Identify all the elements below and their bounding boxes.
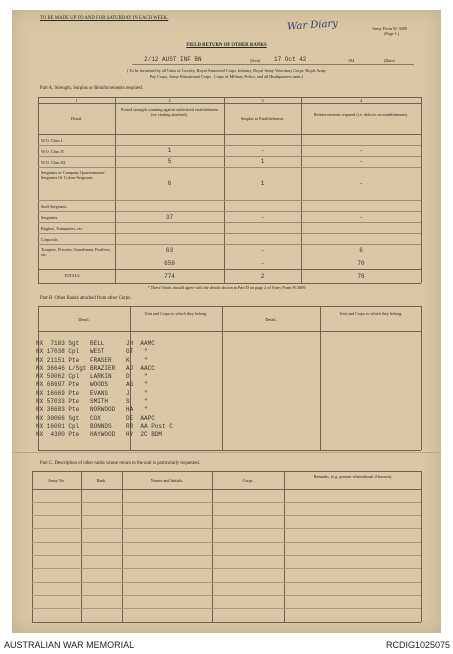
b-col-detail-1: Detail. <box>78 317 90 322</box>
unit-value: 2/12 AUST INF BN <box>144 56 202 63</box>
b-col-detail-2: Detail. <box>265 317 277 322</box>
b-col-unit-2: Unit and Corps to which they belong. <box>339 311 403 316</box>
form-title: FIELD RETURN OF OTHER RANKS <box>186 43 267 48</box>
b-col-unit-1: Unit and Corps to which they belong. <box>144 311 208 316</box>
col-num-1: 1 <box>75 98 78 103</box>
col-header-reinf: Reinforcements required (i.e. deficits on establishment). <box>313 112 409 117</box>
col-num-4: 4 <box>359 98 363 103</box>
footer-left: AUSTRALIAN WAR MEMORIAL <box>4 640 135 650</box>
form-sheet: TO BE MADE UP TO AND FOR SATURDAY IN EACH WEEK. War Diary Army Form W. 3009 (Page 1.) FIELD RETURN OF OTHER RANKS 2/12 AUST INF BN (Unit) 17 Oct 42 194 (Date) ( To be furnished by all Units of Cavalry, Royal Armoured Corps, Infantry, Royal Army Veterinary Corps, Royal Army Pay Corps, Army Educational Corps , Corps of Military Police, and all Headquarters units.) Part A. Strength, Surplus or Reinforcements required. 1 2 3 4 Detail. Posted strength counting against authorised establishment (ex-cluding attached). Surplus to Establishment. Reinforcements required (i.e. deficits on establishment). W.O. Class I. W.O. Class II. 1 - - W.O. Class III. 5 1 - Sergeants or Company Quartermaster-Sergeants Or Colour-Sergeants 6 1 - Staff Sergeants. Sergeants. 37 - - Buglers, Trumpeters, etc. Corporals. Troopers, Privates, Guardsmen, Fusiliers, etc. 63 - 6 659 - 70 TOTALS. 774 2 76 * These Totals should agree with the details shown in Part D on page 2 of Army Form W.3009 Part B. Other Ranks attached from other Corps. Detail. Unit and Corps to which they belong. Detail. Unit and Corps to which they belong. NX 7183 Sgt BELL JH AAMC NX 17038 Cpl WEST GT " NX 21151 Pte FRASER K " NX 36646 L/Sgt BRAZIER AJ AACC NX 50062 Cpl LARKIN D " NX 68697 Pte WOODS AG " NX 16669 Pte EVANS J " NX 57033 Pte SMITH S " NX 36683 Pte NORWOOD HA " NX 30066 Sgt COX DE AAPC NX 16001 Cpl BONNDS RR AA Post C NX 4300 Pte HAYWOOD HY 2C BDM Part C. Description of other ranks whose return to the unit is particularly requested. Army No. Rank. Names and Initials. Corps. Remarks. (e.g. present whereabouts if known). <box>12 10 441 633</box>
c-col-names: Names and Initials. <box>150 478 184 483</box>
c-col-rank: Rank. <box>96 478 107 483</box>
part-c-heading: Part C. Description of other ranks whose return to the unit is particularly requested. <box>40 461 200 466</box>
part-b-heading: Part B. Other Ranks attached from other Corps. <box>40 296 132 301</box>
list-item: NX 50062 Cpl LARKIN D " <box>36 373 148 381</box>
fold-line <box>12 452 441 453</box>
form-page: (Page 1.) <box>384 31 400 36</box>
list-item: NX 17038 Cpl WEST GT " <box>36 348 148 356</box>
part-b-entries <box>36 340 173 440</box>
list-item: NX 36646 L/Sgt BRAZIER AJ AACC <box>36 364 155 372</box>
col-num-2: 2 <box>168 98 171 103</box>
col-header-posted: Posted strength counting against authorised establishment (ex-cluding attached). <box>121 107 218 117</box>
list-item: NX 16669 Pte EVANS J " <box>36 389 148 397</box>
list-item: NX 30066 Sgt COX DE AAPC <box>36 414 155 422</box>
list-item: NX 57033 Pte SMITH S " <box>36 398 148 406</box>
handwritten-note: War Diary <box>286 18 339 33</box>
part-a-heading: Part A. Strength, Surplus or Reinforcements required. <box>40 86 143 91</box>
list-item: NX 4300 Pte HAYWOOD HY 2C BDM <box>36 431 163 439</box>
c-col-corps: Corps. <box>242 478 254 483</box>
list-item: NX 16001 Cpl BONNDS RR AA Post C <box>36 422 173 430</box>
archive-footer <box>0 637 453 654</box>
footer-right: RCDIG1025075 <box>386 640 451 650</box>
instructions-line-1: ( To be furnished by all Units of Cavalry, Royal Armoured Corps, Infantry, Royal Army Veterinary Corps, Royal Army <box>126 68 327 73</box>
date-label: (Date) <box>384 58 395 63</box>
top-note: TO BE MADE UP TO AND FOR SATURDAY IN EACH WEEK. <box>40 16 169 21</box>
list-item: NX 36683 Pte NORWOOD HA " <box>36 406 148 414</box>
c-col-remarks: Remarks. (e.g. present whereabouts if known). <box>313 474 393 479</box>
form-number: Army Form W. 3009 <box>372 26 407 31</box>
col-header-detail: Detail. <box>70 116 83 121</box>
col-num-3: 3 <box>261 98 264 103</box>
date-prefix: 194 <box>348 58 355 63</box>
col-header-surplus: Surplus to Establishment. <box>241 116 284 121</box>
instructions-line-2: Pay Corps, Army Educational Corps , Corps of Military Police, and all Headquarters units.) <box>149 74 304 79</box>
list-item: NX 7183 Sgt BELL JH AAMC <box>36 340 155 347</box>
list-item: NX 21151 Pte FRASER K " <box>36 356 148 364</box>
list-item: NX 68697 Pte WOODS AG " <box>36 381 148 389</box>
unit-label: (Unit) <box>250 58 261 63</box>
date-value: 17 Oct 42 <box>274 56 307 63</box>
part-a-footnote: * These Totals should agree with the details shown in Part D on page 2 of Army Form W.3009 <box>147 285 306 290</box>
c-col-army-no: Army No. <box>48 478 65 483</box>
